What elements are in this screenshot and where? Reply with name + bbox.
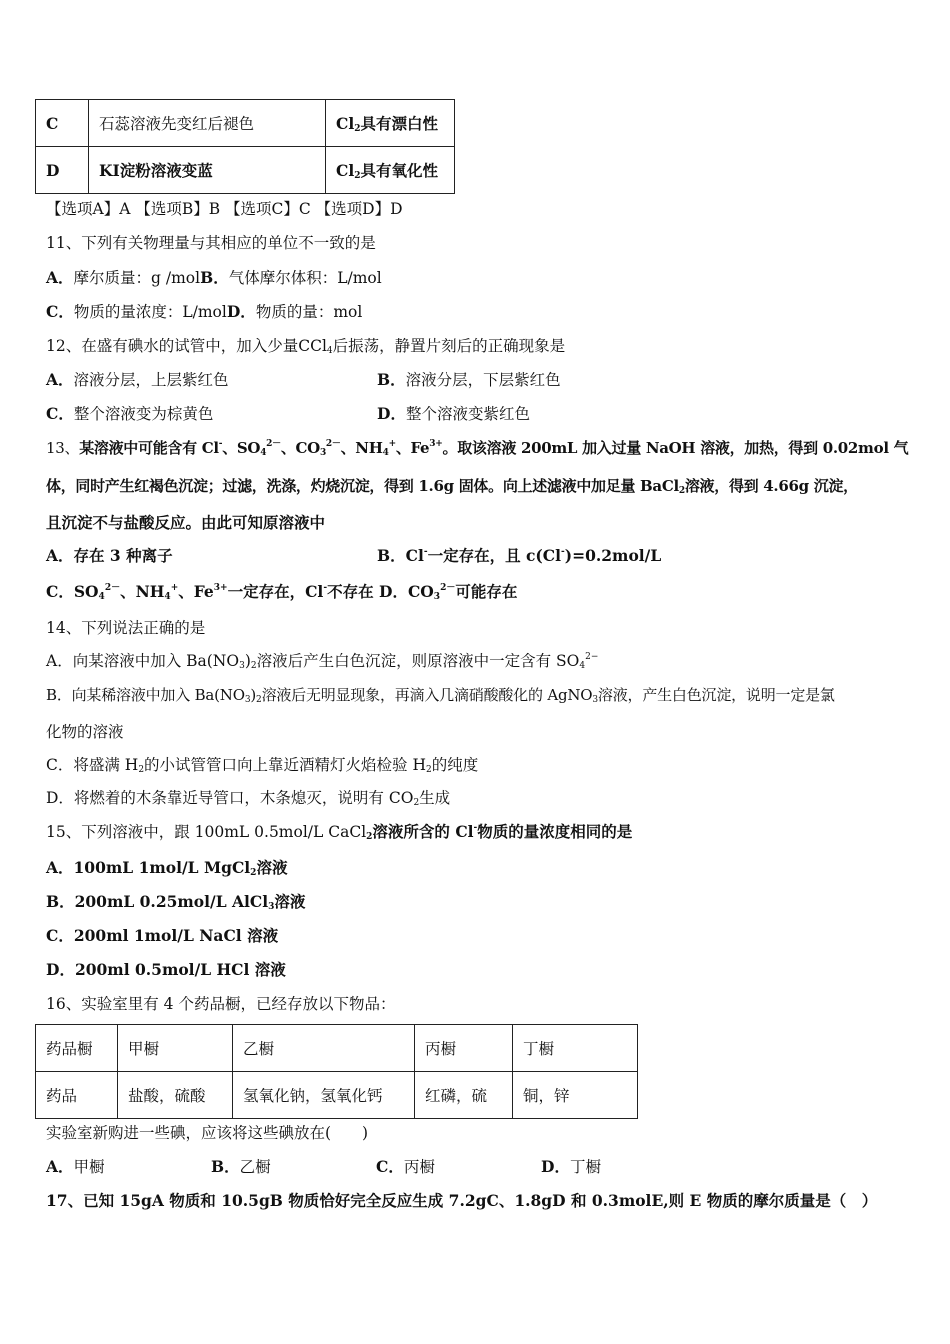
option-label: D． (541, 1157, 570, 1176)
row-conclusion (326, 147, 455, 194)
option-text: 整个溶液变为棕黄色 (73, 405, 214, 423)
row-phenomenon: 石蕊溶液先变红后褪色 (89, 100, 326, 147)
option-text: 物质的量浓度：L/mol (73, 303, 227, 321)
text: 具有氧化性 (360, 161, 439, 180)
text: Cl (336, 114, 355, 133)
text: 的小试管管口向上靠近酒精灯火焰检验 H (144, 756, 426, 774)
option-text: 一定存在，Cl (227, 582, 324, 601)
text: 体，同时产生红褐色沉淀；过滤，洗涤，灼烧沉淀，得到 1.6g 固体。向上述滤液中加足量 BaCl (46, 477, 679, 495)
q13-option-a (46, 546, 173, 566)
option-text: 溶液分层，上层紫红色 (73, 371, 229, 389)
text: D．将燃着的木条靠近导管口，木条熄灭，说明有 CO (46, 789, 414, 807)
text: A．100mL 1mol/L MgCl (46, 858, 251, 877)
superscript: 3+ (429, 439, 443, 449)
q11-stem: 11、下列有关物理量与其相应的单位不一致的是 (46, 234, 376, 252)
text: 溶液，得到 4.66g 沉淀， (684, 477, 858, 495)
table-cell: 铜，锌 (513, 1072, 638, 1119)
option-text: 存在 3 种离子 (73, 546, 173, 565)
option-label: B． (377, 370, 406, 389)
superscript: 2− (585, 652, 599, 662)
text: CO (407, 582, 434, 601)
superscript: - (473, 823, 478, 833)
q13-option-b (377, 546, 661, 566)
subscript: 2 (426, 765, 432, 775)
option-label: D． (226, 302, 256, 321)
superscript: - (323, 583, 328, 593)
superscript: 2－ (325, 439, 341, 449)
text: 、 (280, 439, 296, 457)
table-row (36, 100, 455, 147)
q16-option-a (46, 1157, 105, 1177)
text: Fe (410, 439, 430, 457)
text: 15、下列溶液中，跟 100mL 0.5mol/L CaCl (46, 823, 367, 841)
option-text: 可能存在 (455, 582, 518, 601)
option-text: 一定存在，且 c(Cl (427, 546, 561, 565)
subscript: 2 (250, 868, 257, 878)
option-label: C． (46, 404, 74, 423)
subscript: 2 (366, 832, 373, 842)
row-label: C (36, 100, 89, 147)
q16-stem: 16、实验室里有 4 个药品橱，已经存放以下物品： (46, 995, 396, 1013)
q16-option-d (541, 1157, 601, 1177)
q14-option-c (46, 755, 478, 775)
text: 某溶液中可能含有 Cl (79, 439, 219, 457)
option-label: D． (379, 582, 408, 601)
superscript: + (170, 583, 179, 593)
option-text: 丙橱 (403, 1158, 435, 1176)
text: B．200mL 0.25mol/L AlCl (46, 892, 269, 911)
text: 12、在盛有碘水的试管中，加入少量CCl (46, 337, 327, 355)
superscript: - (561, 547, 565, 557)
q14-option-b-cont: 化物的溶液 (46, 723, 124, 741)
q17-stem: 17、已知 15gA 物质和 10.5gB 物质恰好完全反应生成 7.2gC、1.8gD 和 0.3molE,则 E 物质的摩尔质量是（ ） (46, 1191, 878, 1210)
row-phenomenon: KI淀粉溶液变蓝 (89, 147, 326, 194)
subscript: 4 (382, 448, 389, 458)
q14-stem: 14、下列说法正确的是 (46, 619, 206, 637)
question-number: 13、 (46, 439, 80, 457)
superscript: - (218, 439, 223, 449)
q16-option-c (376, 1157, 435, 1177)
option-text: Cl (405, 546, 424, 565)
option-label: C． (46, 302, 74, 321)
experiment-table (35, 99, 455, 194)
text: CO (295, 439, 320, 457)
q12-option-c (46, 404, 213, 424)
option-text: )=0.2mol/L (564, 546, 662, 565)
text: 溶液后产生白色沉淀，则原溶液中一定含有 SO (256, 652, 580, 670)
text: NH (355, 439, 383, 457)
q10-answer: 【选项A】A 【选项B】B 【选项C】C 【选项D】D (46, 200, 403, 218)
option-label: A． (46, 546, 74, 565)
option-label: B． (200, 268, 229, 287)
q14-option-a (46, 651, 598, 671)
text: 后振荡，静置片刻后的正确现象是 (332, 337, 566, 355)
option-label: B． (377, 546, 406, 565)
text: NH (135, 582, 165, 601)
table-row (36, 1025, 638, 1072)
subscript: 3 (433, 592, 441, 602)
q13-line-1 (46, 438, 908, 458)
text: 、 (222, 439, 237, 457)
subscript: 4 (326, 346, 333, 356)
q13-options-cd (46, 582, 517, 602)
text: 生成 (419, 789, 451, 807)
subscript: 3 (239, 661, 245, 671)
subscript: 3 (592, 695, 598, 705)
text: C．将盛满 H (46, 756, 139, 774)
text: 溶液 (256, 858, 288, 877)
subscript: 2 (354, 124, 361, 134)
table-row (36, 1072, 638, 1119)
text: B．向某稀溶液中加入 Ba(NO (46, 686, 245, 704)
text: 。取该溶液 200mL 加入过量 NaOH 溶液，加热，得到 0.02mol 气 (442, 439, 909, 457)
option-text: 乙橱 (239, 1158, 271, 1176)
header-cell: 丙橱 (415, 1025, 513, 1072)
q16-followup: 实验室新购进一些碘，应该将这些碘放在( ) (46, 1124, 369, 1142)
option-label: A． (46, 268, 74, 287)
option-text: 不存在 (327, 582, 374, 601)
q15-option-d: D．200ml 0.5mol/L HCl 溶液 (46, 960, 286, 979)
option-label: C． (376, 1157, 404, 1176)
option-label: D． (377, 404, 406, 423)
subscript: 4 (260, 448, 267, 458)
option-text: 甲橱 (73, 1158, 105, 1176)
text: SO (236, 439, 261, 457)
q14-option-b (46, 685, 835, 705)
superscript: 3+ (213, 583, 228, 593)
q11-options-ab (46, 268, 382, 288)
q12-option-a (46, 370, 229, 390)
table-cell: 盐酸，硫酸 (118, 1072, 233, 1119)
text: 具有漂白性 (360, 114, 439, 133)
subscript: 2 (250, 661, 257, 671)
subscript: 4 (579, 661, 586, 671)
superscript: + (388, 439, 396, 449)
table-row (36, 147, 455, 194)
text: 、 (120, 582, 136, 601)
subscript: 4 (98, 592, 105, 602)
row-conclusion (326, 100, 455, 147)
header-cell: 甲橱 (118, 1025, 233, 1072)
text: 、 (395, 439, 411, 457)
option-label: B． (211, 1157, 240, 1176)
subscript: 2 (678, 486, 685, 496)
text: ) (250, 686, 257, 704)
text: 、 (340, 439, 356, 457)
option-text: 气体摩尔体积：L/mol (228, 269, 382, 287)
subscript: 3 (268, 902, 275, 912)
text: 溶液，产生白色沉淀，说明一定是氯 (597, 686, 835, 704)
row-label: D (36, 147, 89, 194)
text: 溶液所含的 Cl (372, 822, 474, 841)
q12-stem (46, 336, 565, 356)
subscript: 2 (256, 695, 262, 705)
q12-option-d (377, 404, 530, 424)
q15-stem (46, 822, 632, 842)
text: Fe (193, 582, 214, 601)
q15-option-b (46, 892, 305, 912)
header-cell: 丁橱 (513, 1025, 638, 1072)
option-text: 整个溶液变紫红色 (405, 405, 530, 423)
q11-options-cd (46, 302, 362, 322)
q13-line-2 (46, 476, 858, 496)
text: 的纯度 (431, 756, 479, 774)
table-cell: 红磷，硫 (415, 1072, 513, 1119)
q14-option-d (46, 788, 450, 808)
option-label: C． (46, 582, 74, 601)
text: Cl (336, 161, 355, 180)
text: SO (73, 582, 99, 601)
option-label: A． (46, 1157, 74, 1176)
subscript: 2 (138, 765, 145, 775)
q16-option-b (211, 1157, 271, 1177)
table-cell: 氢氧化钠，氢氧化钙 (233, 1072, 415, 1119)
subscript: 3 (319, 448, 326, 458)
subscript: 3 (244, 695, 251, 705)
text: A．向某溶液中加入 Ba(NO (46, 652, 240, 670)
superscript: - (423, 547, 428, 557)
cabinet-table (35, 1024, 638, 1119)
text: 、 (178, 582, 194, 601)
text: 物质的量浓度相同的是 (477, 822, 633, 841)
header-cell: 乙橱 (233, 1025, 415, 1072)
table-cell: 药品 (36, 1072, 118, 1119)
text: ) (244, 652, 251, 670)
option-label: A． (46, 370, 74, 389)
option-text: 溶液分层，下层紫红色 (405, 371, 561, 389)
superscript: 2－ (104, 583, 121, 593)
option-text: 物质的量：mol (255, 303, 363, 321)
q15-option-c: C．200ml 1mol/L NaCl 溶液 (46, 926, 279, 945)
superscript: 2－ (440, 583, 456, 593)
text: 溶液后无明显现象，再滴入几滴硝酸酸化的 AgNO (261, 686, 593, 704)
superscript: 2－ (266, 439, 281, 449)
q15-option-a (46, 858, 287, 878)
subscript: 2 (354, 171, 361, 181)
text: 溶液 (274, 892, 306, 911)
subscript: 4 (164, 592, 171, 602)
option-text: 丁橱 (569, 1158, 601, 1176)
header-cell: 药品橱 (36, 1025, 118, 1072)
q13-line-3: 且沉淀不与盐酸反应。由此可知原溶液中 (46, 513, 326, 532)
subscript: 2 (413, 798, 420, 808)
option-text: 摩尔质量：g /mol (73, 269, 201, 287)
q12-option-b (377, 370, 561, 390)
